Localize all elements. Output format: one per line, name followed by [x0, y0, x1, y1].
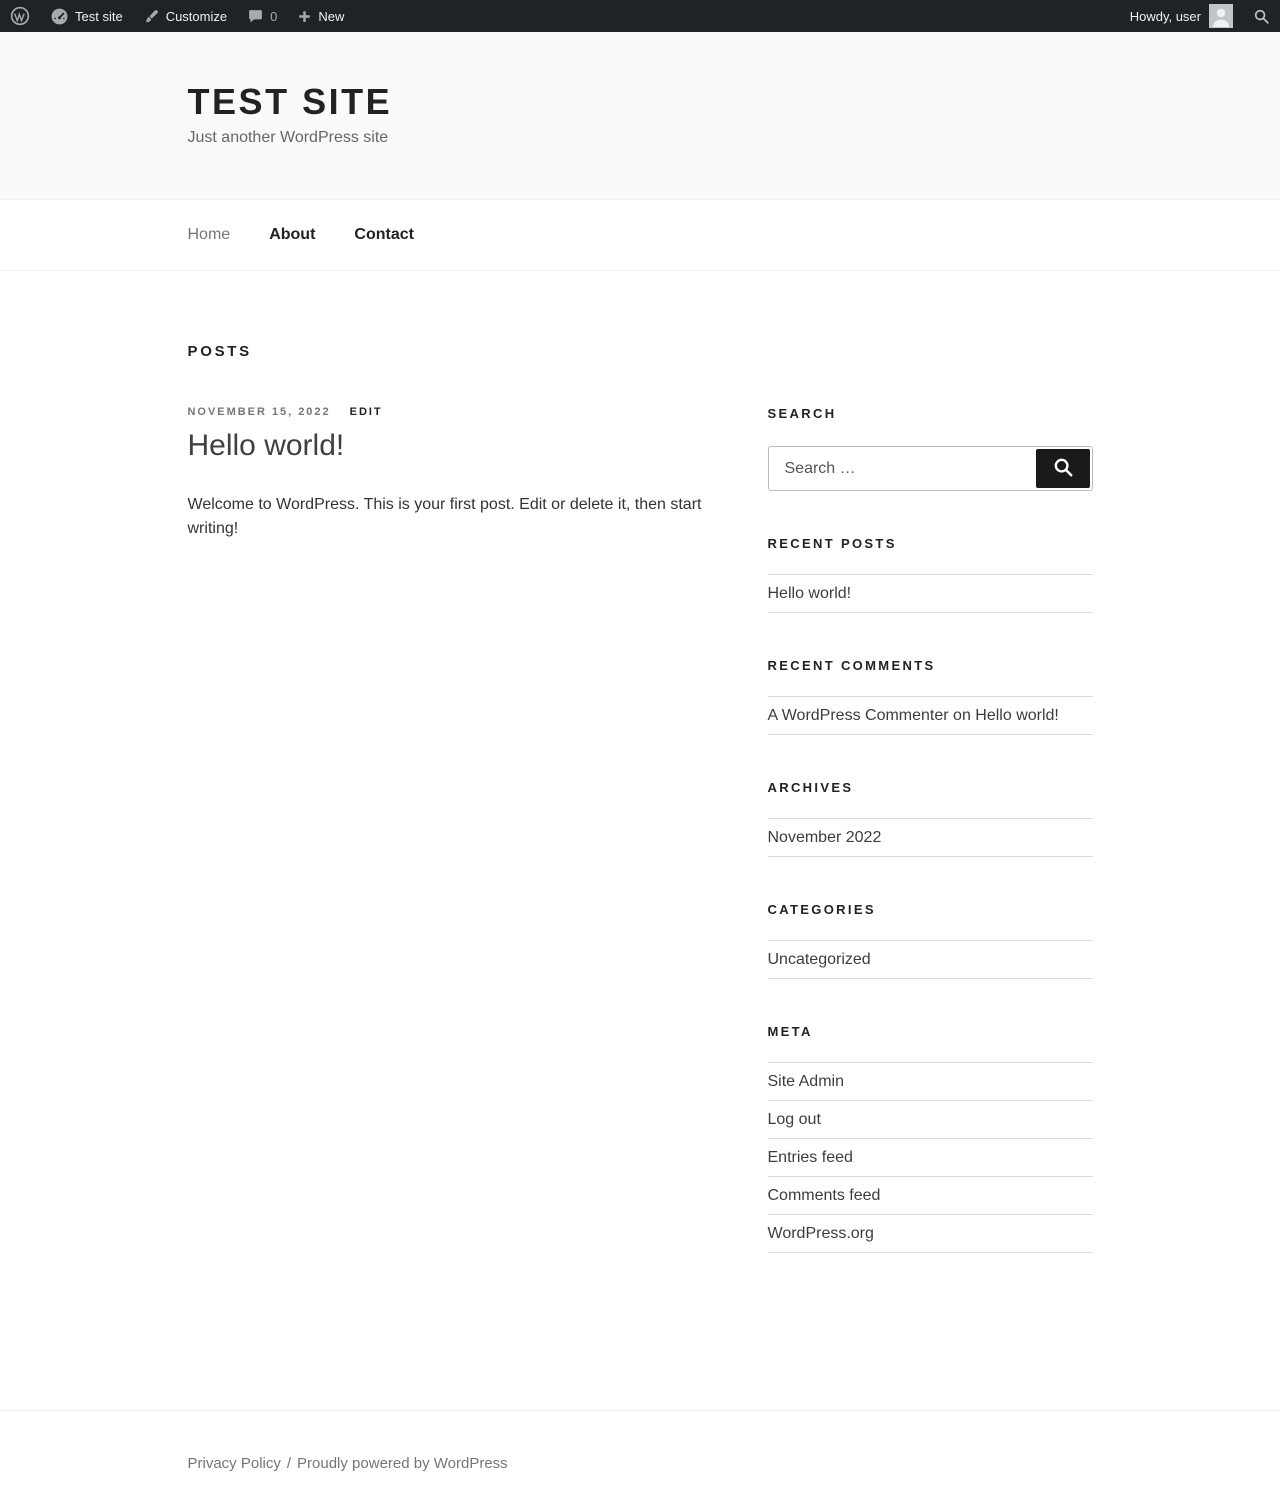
list-item: [768, 1063, 1093, 1101]
nav-item-home[interactable]: Home: [187, 226, 231, 244]
page-title: POSTS: [187, 343, 252, 361]
search-widget-title: SEARCH: [767, 406, 837, 422]
search-icon: [1253, 8, 1270, 25]
nav-item-about[interactable]: About: [269, 226, 316, 244]
my-account-menu[interactable]: [1120, 0, 1243, 32]
posts-list: [188, 406, 713, 541]
categories-title: CATEGORIES: [767, 902, 876, 918]
customize-label: Customize: [165, 8, 228, 24]
recent-posts-widget: [768, 536, 1093, 613]
comment-connector: on: [948, 707, 976, 725]
site-tagline: Just another WordPress site: [187, 129, 389, 147]
customize-menu[interactable]: [133, 0, 237, 32]
recent-posts-title: RECENT POSTS: [767, 536, 897, 552]
list-item: [768, 941, 1093, 979]
archives-title: ARCHIVES: [767, 780, 854, 796]
comments-menu[interactable]: [237, 0, 287, 32]
footer-separator: /: [286, 1455, 292, 1473]
entry-meta: [188, 406, 713, 418]
search-icon: [1052, 456, 1074, 481]
adminbar-search-toggle[interactable]: [1243, 0, 1280, 32]
howdy-label: Howdy, user: [1129, 8, 1201, 24]
edit-post-link[interactable]: EDIT: [349, 406, 383, 419]
sidebar: [768, 406, 1093, 1298]
avatar: [1209, 4, 1233, 28]
new-label: New: [318, 8, 345, 24]
wordpress-org-link[interactable]: WordPress.org: [767, 1225, 874, 1243]
comments-count-badge: 0: [270, 8, 278, 24]
site-header: [0, 32, 1280, 199]
admin-bar-right: [1120, 0, 1280, 32]
wp-logo-menu[interactable]: [0, 0, 40, 32]
list-item: [768, 819, 1093, 857]
new-content-menu[interactable]: [287, 0, 354, 32]
recent-comments-title: RECENT COMMENTS: [767, 658, 936, 674]
primary-navigation: [0, 199, 1280, 271]
list-item: [768, 1101, 1093, 1139]
site-name-menu[interactable]: [40, 0, 133, 32]
comments-feed-link[interactable]: Comments feed: [767, 1187, 881, 1205]
site-title-link[interactable]: TEST SITE: [187, 81, 393, 122]
wordpress-logo-icon: [10, 6, 30, 26]
site-title: [188, 80, 1093, 123]
search-form: [768, 446, 1093, 491]
log-out-link[interactable]: Log out: [767, 1111, 821, 1129]
post-title-link[interactable]: Hello world!: [187, 429, 345, 463]
archives-widget: [768, 780, 1093, 857]
post-date-link[interactable]: NOVEMBER 15, 2022: [187, 406, 331, 419]
meta-title: META: [767, 1024, 813, 1040]
list-item: [768, 575, 1093, 613]
plus-icon: [297, 9, 312, 24]
site-name-label: Test site: [75, 8, 123, 24]
powered-by-link[interactable]: Proudly powered by WordPress: [297, 1455, 508, 1473]
site-footer: [0, 1410, 1280, 1510]
list-item: [768, 1177, 1093, 1215]
search-submit-button[interactable]: [1036, 449, 1090, 488]
content-area: [188, 271, 1093, 1298]
search-widget: [768, 406, 1093, 491]
post-excerpt: Welcome to WordPress. This is your first post. Edit or delete it, then start writing!: [187, 495, 702, 537]
meta-widget: [768, 1024, 1093, 1253]
site-admin-link[interactable]: Site Admin: [767, 1073, 844, 1091]
admin-bar-left: [0, 0, 354, 32]
post-hello-world: [188, 406, 713, 541]
nav-item-contact[interactable]: Contact: [354, 226, 414, 244]
recent-comments-widget: [768, 658, 1093, 735]
list-item: [768, 697, 1093, 735]
list-item: [768, 1139, 1093, 1177]
list-item: [768, 1215, 1093, 1253]
comment-author-link[interactable]: A WordPress Commenter: [767, 707, 949, 725]
post-title: [188, 427, 713, 465]
categories-widget: [768, 902, 1093, 979]
recent-post-link[interactable]: Hello world!: [767, 585, 852, 603]
archive-link[interactable]: November 2022: [767, 829, 882, 847]
category-link[interactable]: Uncategorized: [767, 951, 871, 969]
dashboard-icon: [50, 7, 69, 26]
customize-brush-icon: [143, 8, 160, 25]
entries-feed-link[interactable]: Entries feed: [767, 1149, 853, 1167]
privacy-policy-link[interactable]: Privacy Policy: [187, 1455, 281, 1473]
commented-post-link[interactable]: Hello world!: [975, 707, 1059, 725]
comments-icon: [247, 8, 264, 25]
admin-bar: [0, 0, 1280, 32]
